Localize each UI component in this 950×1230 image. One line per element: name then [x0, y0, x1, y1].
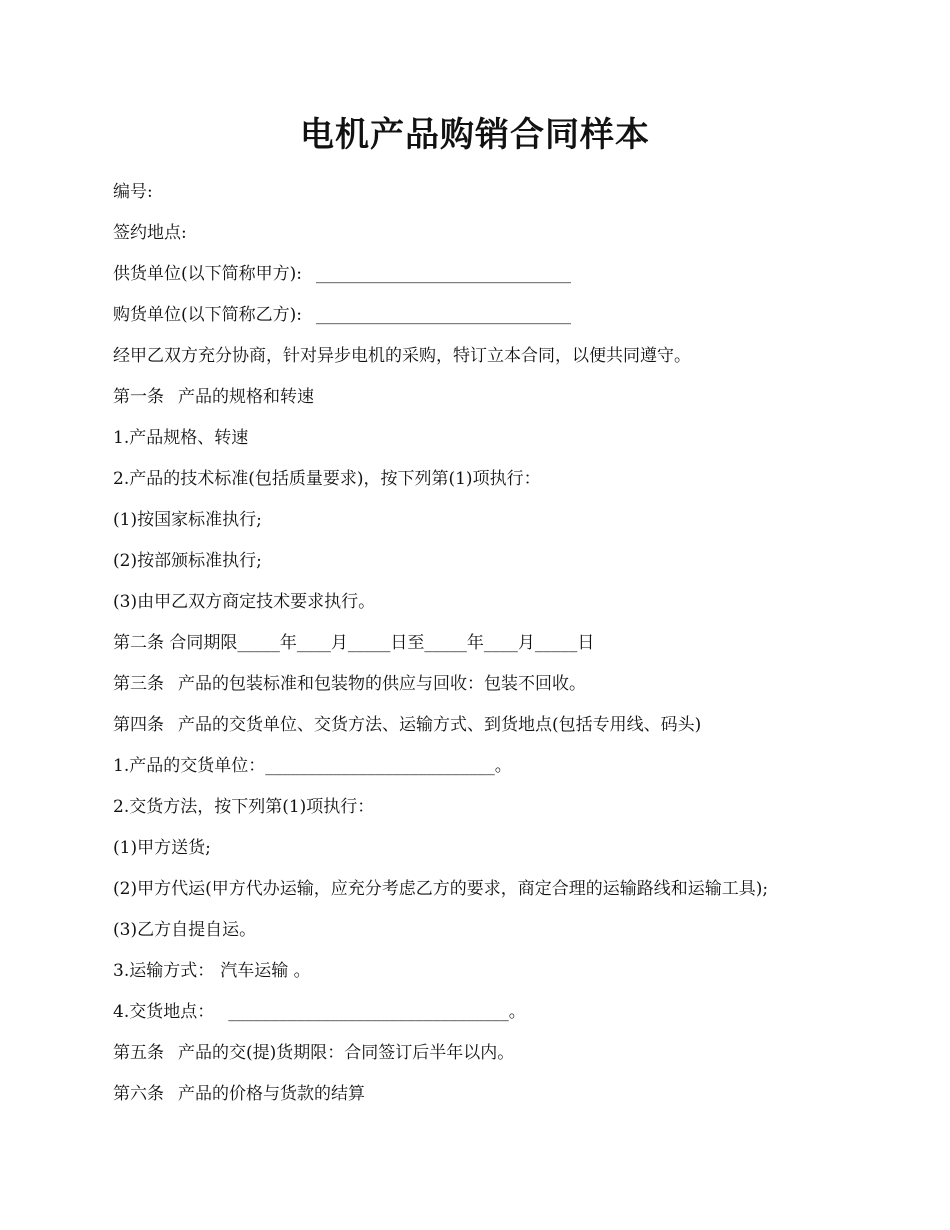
transport-mode-label: 3.运输方式： — [113, 961, 215, 981]
supplier-label: 供货单位(以下简称甲方): — [113, 264, 302, 284]
supplier-shipping-text: (2)甲方代运(甲方代办运输，应充分考虑乙方的要求，商定合理的运输路线和运输工具); — [113, 879, 769, 899]
article-5-title: 产品的交(提)货期限：合同签订后半年以内。 — [178, 1043, 515, 1063]
supplier-delivery-line — [113, 835, 873, 876]
supplier-line — [113, 261, 873, 302]
buyer-pickup-text: (3)乙方自提自运。 — [113, 920, 257, 940]
article-2-line — [113, 630, 873, 671]
article-3-number: 第三条 — [113, 674, 164, 694]
delivery-unit-line — [113, 753, 873, 794]
article-6-heading — [113, 1081, 873, 1122]
buyer-pickup-line — [113, 917, 873, 958]
article-3-title: 产品的包装标准和包装物的供应与回收：包装不回收。 — [178, 674, 586, 694]
delivery-unit-text: 1.产品的交货单位：___________________________。 — [113, 756, 512, 776]
agreement-intro-line — [113, 343, 873, 384]
signing-place-label: 签约地点: — [113, 223, 187, 243]
supplier-shipping-line — [113, 876, 873, 917]
ministry-standard-line — [113, 548, 873, 589]
negotiated-standard-line — [113, 589, 873, 630]
signing-place-line — [113, 220, 873, 261]
delivery-location-blank: _________________________________。 — [228, 1002, 526, 1022]
national-standard-text: (1)按国家标准执行; — [113, 510, 262, 530]
supplier-delivery-text: (1)甲方送货; — [113, 838, 211, 858]
article-2-text: 第二条 合同期限_____年____月_____日至_____年____月_____日 — [113, 633, 595, 653]
article-4-number: 第四条 — [113, 715, 164, 735]
article-4-heading — [113, 712, 873, 753]
spec-speed-line — [113, 425, 873, 466]
national-standard-line — [113, 507, 873, 548]
delivery-method-text: 2.交货方法，按下列第(1)项执行： — [113, 797, 375, 817]
article-1-number: 第一条 — [113, 387, 164, 407]
article-1-title: 产品的规格和转速 — [178, 387, 314, 407]
contract-number-line — [113, 179, 873, 220]
transport-mode-line — [113, 958, 873, 999]
technical-standard-text: 2.产品的技术标准(包括质量要求)，按下列第(1)项执行： — [113, 469, 541, 489]
technical-standard-line — [113, 466, 873, 507]
delivery-location-label: 4.交货地点： — [113, 1002, 215, 1022]
negotiated-standard-text: (3)由甲乙双方商定技术要求执行。 — [113, 592, 376, 612]
article-5-number: 第五条 — [113, 1043, 164, 1063]
buyer-blank: ______________________________ — [316, 305, 571, 325]
agreement-intro-text: 经甲乙双方充分协商，针对异步电机的采购，特订立本合同，以便共同遵守。 — [113, 346, 691, 366]
spec-speed-text: 1.产品规格、转速 — [113, 428, 249, 448]
document-title: 电机产品购销合同样本 — [300, 115, 650, 155]
contract-number-label: 编号: — [113, 182, 153, 202]
article-1-heading — [113, 384, 873, 425]
delivery-method-line — [113, 794, 873, 835]
buyer-label: 购货单位(以下简称乙方): — [113, 305, 302, 325]
article-4-title: 产品的交货单位、交货方法、运输方式、到货地点(包括专用线、码头) — [178, 715, 702, 735]
article-5-heading — [113, 1040, 873, 1081]
article-6-title: 产品的价格与货款的结算 — [178, 1084, 365, 1104]
ministry-standard-text: (2)按部颁标准执行; — [113, 551, 262, 571]
document-body — [113, 179, 873, 1122]
supplier-blank: ______________________________ — [316, 264, 571, 284]
article-6-number: 第六条 — [113, 1084, 164, 1104]
transport-mode-value: 汽车运输 。 — [220, 961, 311, 981]
buyer-line — [113, 302, 873, 343]
article-3-heading — [113, 671, 873, 712]
delivery-location-line — [113, 999, 873, 1040]
